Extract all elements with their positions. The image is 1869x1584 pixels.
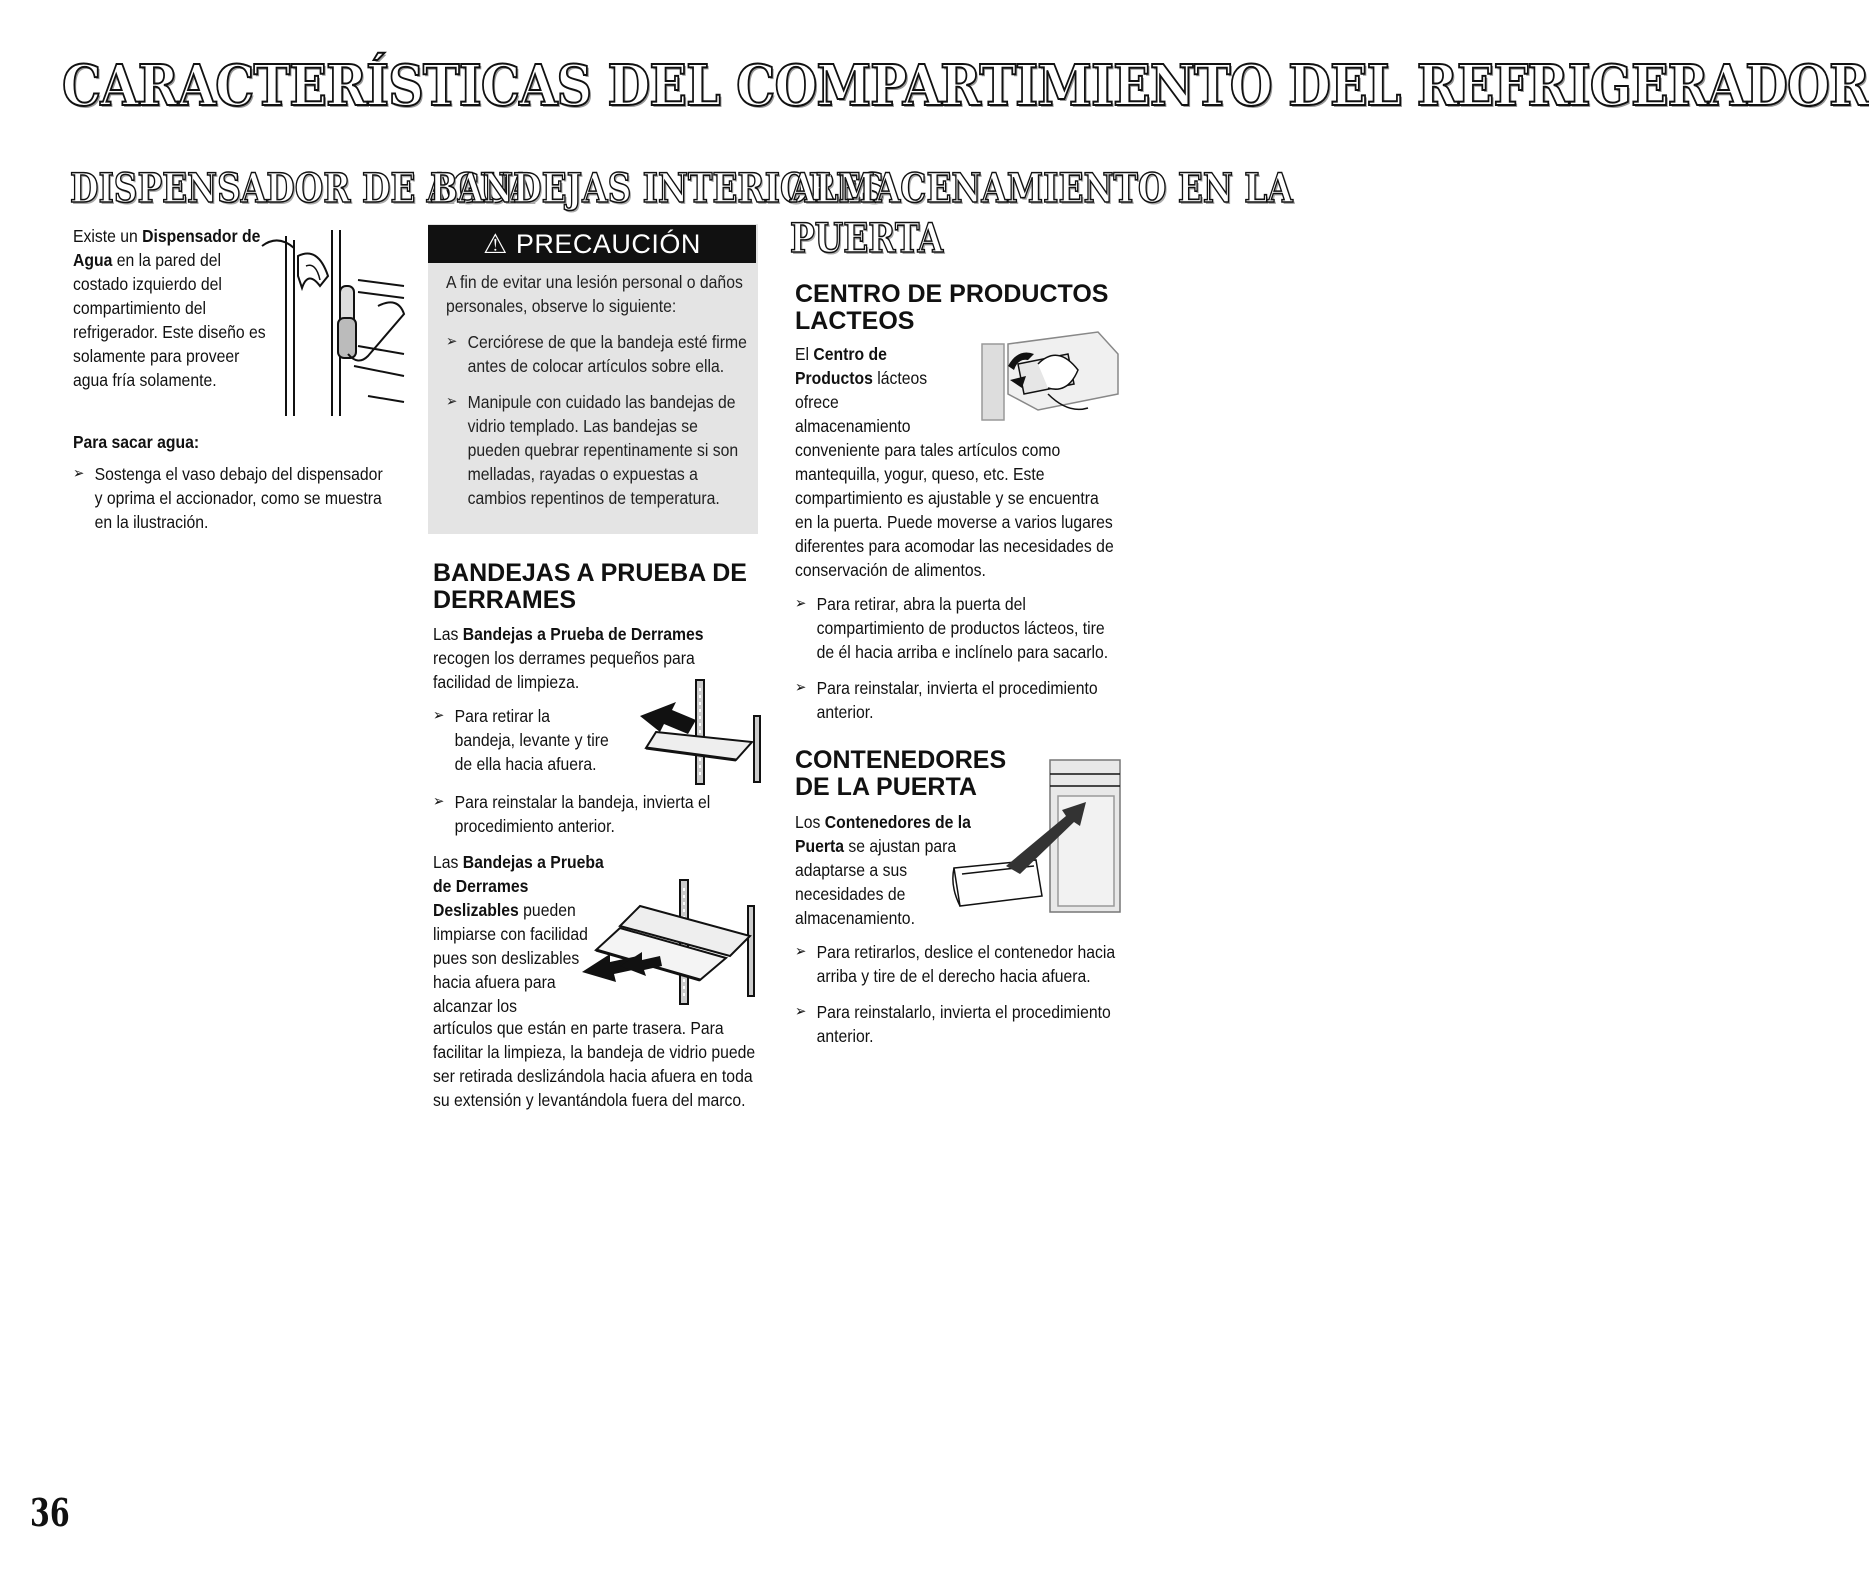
bullet-arrow-icon: ➢ — [73, 465, 85, 482]
list-item: ➢ Para reinstalar la bandeja, invierta el procedimiento anterior. — [433, 792, 711, 836]
caution-banner — [428, 225, 756, 263]
list-item: ➢ Manipule con cuidado las bandejas de vidrio templado. Las bandejas se pueden quebrar repentinamente si son melladas, rayadas o expuestas a cambios repentinos de temperatura. — [446, 392, 739, 508]
spill-shelves-step-2 — [433, 790, 730, 850]
spill-shelves-heading: BANDEJAS A PRUEBA DE DERRAMES — [433, 559, 747, 614]
caution-intro: A fin de evitar una lesión personal o daños personales, observe lo siguiente: — [446, 272, 743, 316]
dairy-center-illustration — [978, 324, 1124, 428]
bullet-arrow-icon: ➢ — [795, 943, 807, 960]
sliding-shelf-illustration — [580, 876, 766, 1008]
door-bins-illustration — [946, 756, 1124, 916]
intro-text: Existe un — [73, 226, 143, 246]
caution-label: PRECAUCIÓN — [515, 229, 701, 259]
dairy-center-steps — [795, 592, 1119, 736]
list-item: ➢ Para retirarlos, deslice el contenedor hacia arriba y tire de el derecho hacia afuera. — [795, 942, 1116, 986]
page-number: 36 — [30, 1490, 70, 1535]
sliding-shelves-intro: Las Bandejas a Prueba de Derrames Deslizables pueden limpiarse con facilidad pues son deslizables hacia afuera para alcanzar los — [433, 852, 604, 1016]
door-bins-steps — [795, 940, 1119, 1060]
door-storage-title-line2: PUERTA — [790, 215, 944, 262]
spill-shelves-intro: Las Bandejas a Prueba de Derrames recogen los derrames pequeños para facilidad de limpieza. — [433, 624, 704, 692]
list-item: ➢ Para retirar la bandeja, levante y tire de ella hacia afuera. — [433, 706, 609, 774]
dairy-center-intro: El Centro de Productos lácteos ofrece almacenamiento — [795, 344, 928, 436]
water-dispenser-steps — [73, 462, 388, 546]
bullet-arrow-icon: ➢ — [795, 679, 807, 696]
dairy-center-text: conveniente para tales artículos como mantequilla, yogur, queso, etc. Este compartimiento es ajustable y se encuentra en la puerta. Puede moverse a varios lugares diferentes para acomodar las necesidades de conservación de alimentos. — [795, 440, 1114, 580]
intro-text-rest: en la pared del costado izquierdo del compartimiento del refrigerador. Este diseño es solamente para proveer agua fría solamente. — [73, 250, 266, 390]
water-dispenser-intro — [73, 224, 267, 392]
door-storage-title-line1: ALMACENAMIENTO EN LA — [790, 165, 1293, 212]
spill-shelves-step-1 — [433, 704, 613, 788]
list-item: ➢ Para retirar, abra la puerta del compartimiento de productos lácteos, tire de él hacia arriba e inclínelo para sacarlo. — [795, 594, 1109, 662]
water-dispenser-illustration — [258, 226, 406, 422]
bullet-arrow-icon: ➢ — [795, 595, 807, 612]
page-title: CARACTERÍSTICAS DEL COMPARTIMIENTO DEL REFRIGERADOR — [62, 53, 1869, 119]
list-item: ➢ Sostenga el vaso debajo del dispensador y oprima el accionador, como se muestra en la ilustración. — [73, 464, 383, 532]
caution-list — [446, 330, 752, 522]
sliding-shelves-text: artículos que están en parte trasera. Para facilitar la limpieza, la bandeja de vidrio puede ser retirada deslizándola hacia afuera en toda su extensión y levantándola fuera del marco. — [433, 1018, 756, 1110]
bullet-arrow-icon: ➢ — [446, 393, 458, 410]
dairy-center-heading: CENTRO DE PRODUCTOS LACTEOS — [795, 280, 1109, 335]
bullet-arrow-icon: ➢ — [795, 1003, 807, 1020]
door-bins-intro: Los Contenedores de la Puerta se ajustan para adaptarse a sus necesidades de almacenamiento. — [795, 812, 971, 928]
spill-shelf-illustration — [636, 676, 766, 786]
bullet-arrow-icon: ➢ — [433, 707, 445, 724]
door-bins-heading: CONTENEDORES DE LA PUERTA — [795, 746, 1007, 801]
list-item: ➢ Para reinstalarlo, invierta el procedimiento anterior. — [795, 1002, 1111, 1046]
bullet-arrow-icon: ➢ — [433, 793, 445, 810]
interior-shelves-title: BANDEJAS INTERIORES — [430, 165, 885, 212]
warning-icon: ⚠ — [483, 229, 508, 259]
list-item: ➢ Cerciórese de que la bandeja esté firme antes de colocar artículos sobre ella. — [446, 332, 747, 376]
intro-bold: Dispensador de Agua — [73, 226, 261, 270]
water-dispenser-title: DISPENSADOR DE AGUA — [70, 165, 534, 212]
list-item: ➢ Para reinstalar, invierta el procedimiento anterior. — [795, 678, 1098, 722]
water-dispenser-subhead: Para sacar agua: — [73, 432, 200, 452]
bullet-arrow-icon: ➢ — [446, 333, 458, 350]
